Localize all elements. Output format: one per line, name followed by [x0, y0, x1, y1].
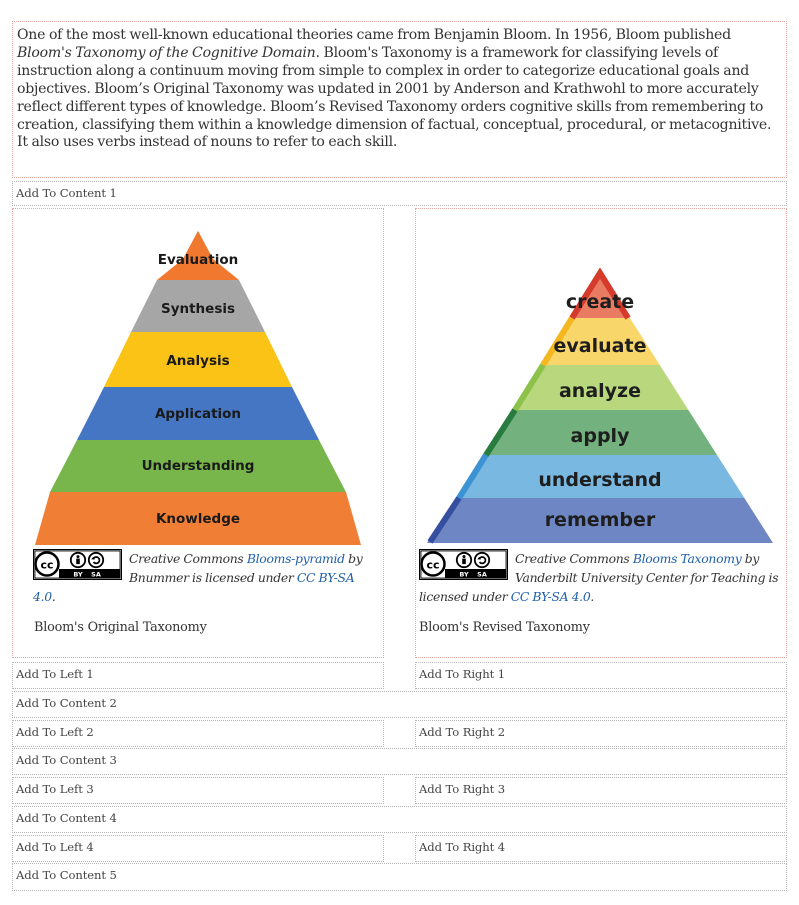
slot-label: Add To Left 4: [16, 840, 94, 854]
credit-end: .: [590, 589, 595, 604]
add-to-left-3-slot[interactable]: [12, 777, 384, 804]
add-to-left-2-slot[interactable]: [12, 720, 384, 747]
slot-label: Add To Left 3: [16, 782, 94, 796]
pyramid-label-synthesis: Synthesis: [160, 301, 236, 317]
revised-label-create: create: [565, 291, 635, 313]
add-to-right-2-slot[interactable]: [415, 720, 787, 747]
credit-middle: by Vanderbilt University Center for Teaching is licensed under: [419, 551, 779, 604]
slot-label: Add To Content 5: [16, 868, 117, 882]
bloom-revised-pyramid: [425, 268, 775, 544]
revised-label-evaluate: evaluate: [553, 335, 647, 357]
cc-text: cc: [40, 558, 54, 572]
slot-label: Add To Right 3: [419, 782, 506, 796]
cc-text: cc: [426, 558, 440, 572]
intro-text-1: One of the most well-known educational theories came from Benjamin Bloom. In 1956, Bloom published: [17, 27, 731, 43]
revised-label-understand: understand: [538, 469, 662, 491]
intro-text-2: . Bloom's Taxonomy is a framework for classifying levels of instruction along a continuum moving from simple to complex in order to categorize educational goals and objectives. Bloom’s Original Taxonomy was updated in 2001 by Anderson and Krathwohl to more accurately reflect different types of knowledge. Bloom’s Revised Taxonomy orders cognitive skills from remembering to creation, classifying them within a knowledge dimension of factual, conceptual, procedural, or metacognitive. It also uses verbs instead of nouns to refer to each skill.: [17, 44, 772, 151]
intro-block: [12, 21, 787, 178]
credit-middle: by Bnummer is licensed under: [129, 551, 363, 585]
pyramid-label-evaluation: Evaluation: [157, 252, 239, 268]
add-to-content-4-slot[interactable]: [12, 806, 787, 833]
add-to-left-1-slot[interactable]: [12, 662, 384, 689]
by-text: BY: [73, 570, 83, 579]
license-link[interactable]: CC BY-SA 4.0: [33, 570, 355, 604]
add-to-content-2-slot[interactable]: [12, 691, 787, 718]
slot-label: Add To Content 3: [16, 753, 117, 767]
slot-label: Add To Right 2: [419, 725, 506, 739]
by-text: BY: [459, 570, 469, 579]
right-credit: [419, 549, 779, 606]
pyramid-label-application: Application: [154, 406, 242, 422]
book-title: Bloom's Taxonomy of the Cognitive Domain: [17, 44, 316, 61]
slot-label: Add To Left 1: [16, 667, 94, 681]
pyramid-label-knowledge: Knowledge: [155, 511, 241, 527]
slot-label: Add To Right 4: [419, 840, 506, 854]
pyramid-label-understanding: Understanding: [141, 458, 255, 474]
blooms-taxonomy-link[interactable]: Blooms Taxonomy: [632, 551, 742, 566]
right-caption: Bloom's Revised Taxonomy: [419, 620, 590, 635]
revised-label-apply: apply: [570, 425, 630, 447]
add-to-right-4-slot[interactable]: [415, 835, 787, 862]
left-credit: [33, 549, 368, 606]
left-column: [12, 208, 384, 658]
slot-label: Add To Left 2: [16, 725, 94, 739]
credit-prefix: Creative Commons: [515, 551, 633, 566]
revised-label-analyze: analyze: [558, 380, 642, 402]
pyramid-label-analysis: Analysis: [166, 353, 230, 369]
slot-label: Add To Content 4: [16, 811, 117, 825]
add-to-content-3-slot[interactable]: [12, 748, 787, 775]
slot-label: Add To Content 1: [16, 186, 117, 200]
right-column: [415, 208, 787, 658]
add-to-content-1-slot[interactable]: [12, 181, 787, 206]
license-link[interactable]: CC BY-SA 4.0: [510, 589, 591, 604]
slot-label: Add To Content 2: [16, 696, 117, 710]
blooms-pyramid-link[interactable]: Blooms-pyramid: [246, 551, 345, 566]
add-to-left-4-slot[interactable]: [12, 835, 384, 862]
sa-text: SA: [477, 570, 487, 579]
add-to-content-5-slot[interactable]: [12, 863, 787, 891]
slot-label: Add To Right 1: [419, 667, 506, 681]
left-caption: Bloom's Original Taxonomy: [34, 620, 207, 635]
add-to-right-1-slot[interactable]: [415, 662, 787, 689]
intro-paragraph: [17, 27, 783, 152]
bloom-original-pyramid: [33, 228, 363, 546]
sa-text: SA: [91, 570, 101, 579]
credit-end: .: [51, 589, 56, 604]
revised-label-remember: remember: [544, 509, 656, 531]
add-to-right-3-slot[interactable]: [415, 777, 787, 804]
credit-prefix: Creative Commons: [129, 551, 247, 566]
